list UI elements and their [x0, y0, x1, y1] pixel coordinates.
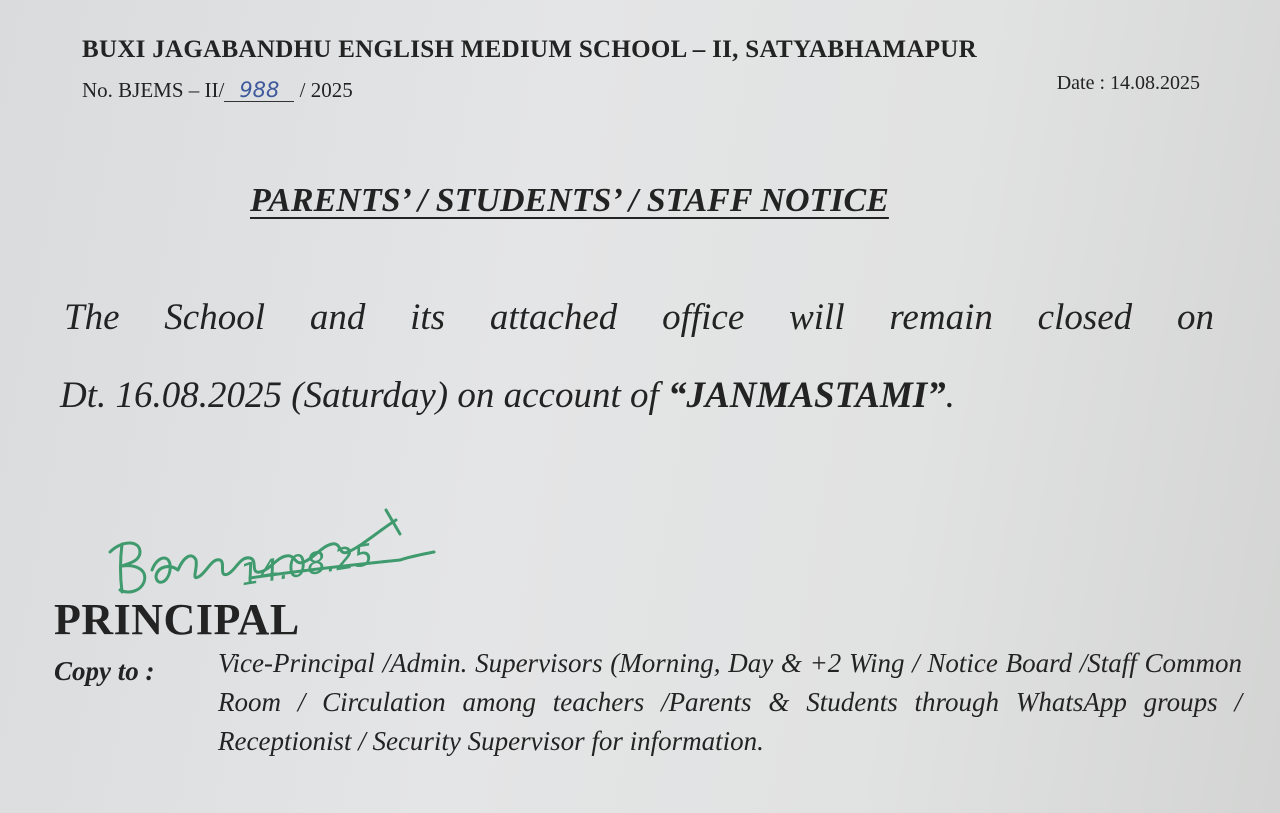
reference-number [82, 78, 353, 103]
notice-body-line-2 [60, 374, 955, 417]
reference-handwritten-number: 988 [224, 79, 294, 102]
school-name: BUXI JAGABANDHU ENGLISH MEDIUM SCHOOL – II, SATYABHAMAPUR [82, 36, 977, 63]
reference-prefix: No. BJEMS – II/ [82, 78, 225, 102]
notice-date: Date : 14.08.2025 [1056, 72, 1200, 94]
notice-body-line-1: The School and its attached office will remain closed on [64, 297, 1214, 338]
notice-title: PARENTS’ / STUDENTS’ / STAFF NOTICE [250, 182, 889, 219]
festival-name: “JANMASTAMI” [668, 375, 946, 416]
copy-to-recipients: Vice-Principal /Admin. Supervisors (Morning, Day & +2 Wing / Notice Board /Staff Common Room / Circulation among teachers /Parents & Students through WhatsApp groups / Receptionist / Security Supervisor for information. [218, 648, 1242, 756]
reference-suffix: / 2025 [294, 78, 353, 102]
signature-date: 14.08.25 [238, 537, 376, 594]
notice-body-end: . [945, 375, 955, 416]
principal-title: PRINCIPAL [54, 595, 300, 644]
copy-to-label: Copy to : [54, 656, 155, 686]
notice-body-text: Dt. 16.08.2025 (Saturday) on account of [60, 375, 669, 416]
